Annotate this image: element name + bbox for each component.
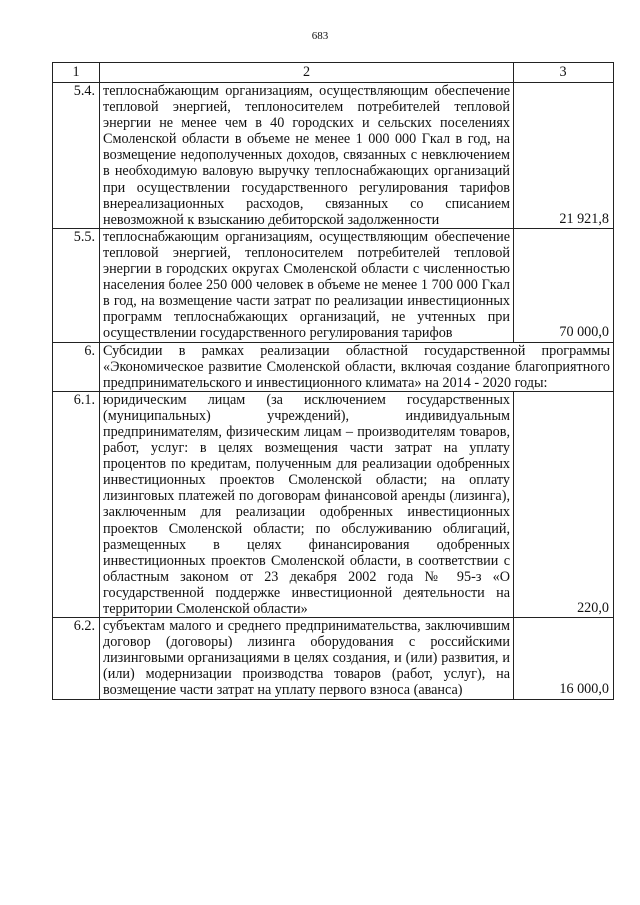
row-number: 5.5.: [53, 228, 100, 342]
row-description: Субсидии в рамках реализации областной государственной программы «Экономическое развитие Смоленской области, включая создание благоприятного предпринимательского и инвестиционного климата» на 2014 - 2020 годы:: [100, 342, 614, 391]
row-description: теплоснабжающим организациям, осуществляющим обеспечение тепловой энергией, теплоносителем потребителей тепловой энергии в городских округах Смоленской области с численностью населения более 250 000 человек в объеме не менее 1 700 000 Гкал в год, на возмещение части затрат по реализации инвестиционных программ теплоснабжающих организаций, не учтенных при осуществлении государственного регулирования тарифов: [100, 228, 514, 342]
row-amount: 70 000,0: [514, 228, 614, 342]
budget-table: [52, 62, 614, 700]
page-number: 683: [311, 30, 329, 42]
header-col-2: 2: [100, 63, 514, 83]
table-header-row: [53, 63, 614, 83]
table-row: [53, 83, 614, 229]
row-description: юридическим лицам (за исключением государственных (муниципальных) учреждений), индивидуальным предпринимателям, физическим лицам – производителям товаров, работ, услуг: в целях возмещения части затрат на уплату процентов по кредитам, полученным для реализации одобренных инвестиционных проектов Смоленской области; на оплату лизинговых платежей по договорам финансовой аренды (лизинга), заключенным для реализации одобренных инвестиционных проектов Смоленской области; по обслуживанию облигаций, размещенных в целях финансирования одобренных инвестиционных проектов Смоленской области, в соответствии с областным законом от 23 декабря 2002 года № 95-з «О государственной поддержке инвестиционной деятельности на территории Смоленской области»: [100, 391, 514, 617]
row-number: 6.1.: [53, 391, 100, 617]
row-description: теплоснабжающим организациям, осуществляющим обеспечение тепловой энергией, теплоносителем потребителей тепловой энергии не менее чем в 40 городских и сельских поселениях Смоленской области в объеме не менее 1 000 000 Гкал в год, на возмещение недополученных доходов, связанных с невключением в необходимую валовую выручку теплоснабжающих организаций при осуществлении государственного регулирования тарифов внереализационных расходов, связанных со списанием невозможной к взысканию дебиторской задолженности: [100, 83, 514, 229]
table-row: [53, 618, 614, 699]
table-row: [53, 391, 614, 617]
header-col-1: 1: [53, 63, 100, 83]
table-row: [53, 342, 614, 391]
row-amount: 220,0: [514, 391, 614, 617]
row-number: 5.4.: [53, 83, 100, 229]
row-amount: 16 000,0: [514, 618, 614, 699]
header-col-3: 3: [514, 63, 614, 83]
row-number: 6.2.: [53, 618, 100, 699]
row-description: субъектам малого и среднего предпринимательства, заключившим договор (договоры) лизинга оборудования с российскими лизинговыми организациями в целях создания, и (или) развития, и (или) модернизации производства товаров (работ, услуг), на возмещение части затрат на уплату первого взноса (аванса): [100, 618, 514, 699]
table-row: [53, 228, 614, 342]
row-number: 6.: [53, 342, 100, 391]
row-amount: 21 921,8: [514, 83, 614, 229]
